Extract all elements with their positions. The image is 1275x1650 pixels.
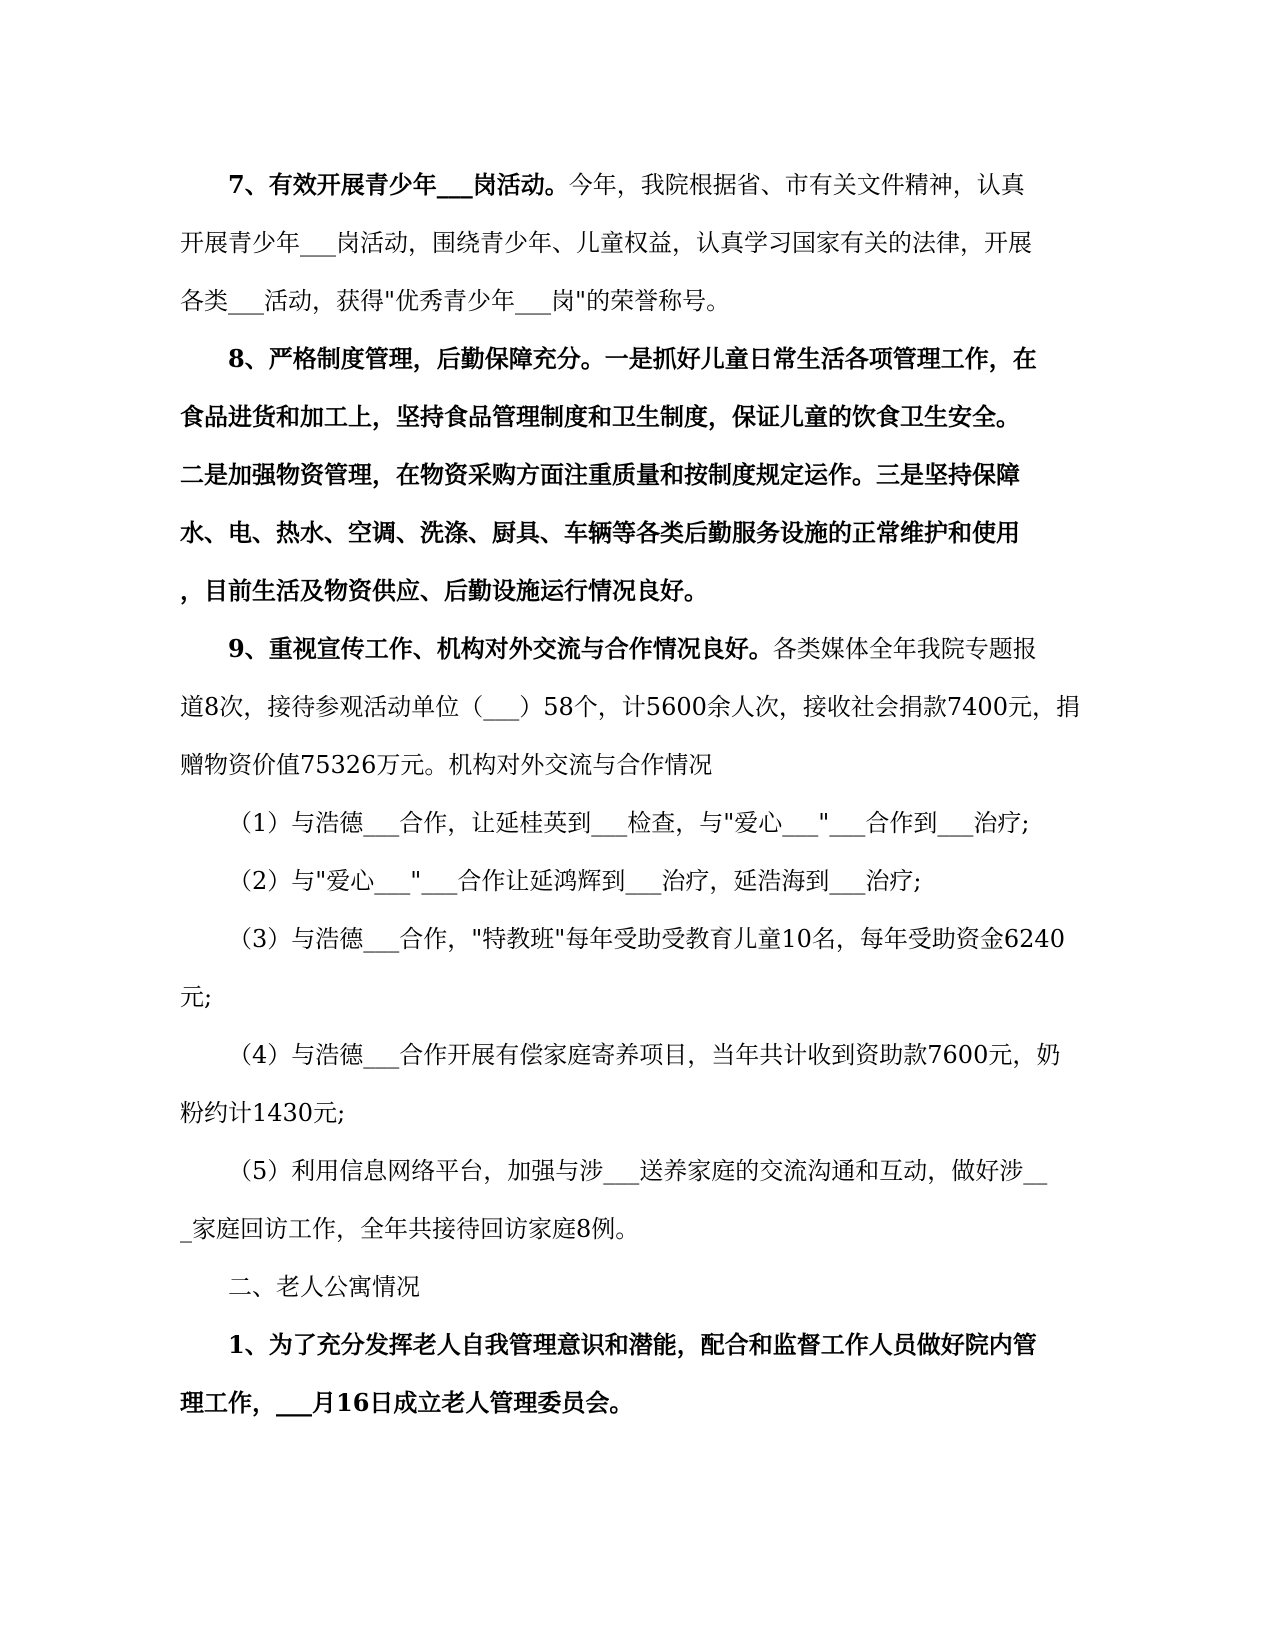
item-3-line-2: 元;	[180, 983, 213, 1011]
section-2-paragraph-1-line-2: 理工作，___月16日成立老人管理委员会。	[180, 1388, 634, 1417]
item-4-line-2: 粉约计1430元;	[180, 1099, 346, 1127]
document-page	[180, 156, 1080, 1432]
paragraph-9-heading: 9、重视宣传工作、机构对外交流与合作情况良好。	[228, 634, 773, 663]
paragraph-7-line-1	[180, 156, 1037, 214]
paragraph-9-text: 各类媒体全年我院专题报	[772, 635, 1037, 663]
paragraph-8-line-3: 二是加强物资管理，在物资采购方面注重质量和按制度规定运作。三是坚持保障	[180, 460, 1020, 489]
paragraph-9-line-1	[180, 620, 1037, 678]
paragraph-8-line-1: 8、严格制度管理，后勤保障充分。一是抓好儿童日常生活各项管理工作，在	[228, 344, 1037, 373]
item-2-line-1: （2）与"爱心___"___合作让延鸿辉到___治疗，延浩海到___治疗;	[228, 867, 922, 895]
item-4-line-1: （4）与浩德___合作开展有偿家庭寄养项目，当年共计收到资助款7600元，奶	[228, 1041, 1061, 1069]
paragraph-9-line-2: 道8次，接待参观活动单位（___）58个，计5600余人次，接收社会捐款7400元，捐	[180, 693, 1080, 721]
paragraph-8-line-2: 食品进货和加工上，坚持食品管理制度和卫生制度，保证儿童的饮食卫生安全。	[180, 402, 1020, 431]
section-2-paragraph-1-line-1: 1、为了充分发挥老人自我管理意识和潜能，配合和监督工作人员做好院内管	[228, 1330, 1037, 1359]
paragraph-7-text: 今年，我院根据省、市有关文件精神，认真	[568, 171, 1025, 199]
paragraph-9-line-3: 赠物资价值75326万元。机构对外交流与合作情况	[180, 751, 713, 779]
item-1-line-1: （1）与浩德___合作，让延桂英到___检查，与"爱心___"___合作到___治疗;	[228, 809, 1030, 837]
paragraph-8-line-5: ，目前生活及物资供应、后勤设施运行情况良好。	[180, 576, 708, 605]
paragraph-7-line-3: 各类___活动，获得"优秀青少年___岗"的荣誉称号。	[180, 287, 731, 315]
paragraph-7-line-2: 开展青少年___岗活动，围绕青少年、儿童权益，认真学习国家有关的法律，开展	[180, 229, 1032, 257]
paragraph-7-heading: 7、有效开展青少年___岗活动。	[228, 170, 569, 199]
section-2-heading: 二、老人公寓情况	[228, 1273, 420, 1301]
item-5-line-1: （5）利用信息网络平台，加强与涉___送养家庭的交流沟通和互动，做好涉__	[228, 1157, 1048, 1185]
item-5-line-2: _家庭回访工作，全年共接待回访家庭8例。	[180, 1215, 640, 1243]
item-3-line-1: （3）与浩德___合作，"特教班"每年受助受教育儿童10名，每年受助资金6240	[228, 925, 1065, 953]
paragraph-8-line-4: 水、电、热水、空调、洗涤、厨具、车辆等各类后勤服务设施的正常维护和使用	[180, 518, 1020, 547]
